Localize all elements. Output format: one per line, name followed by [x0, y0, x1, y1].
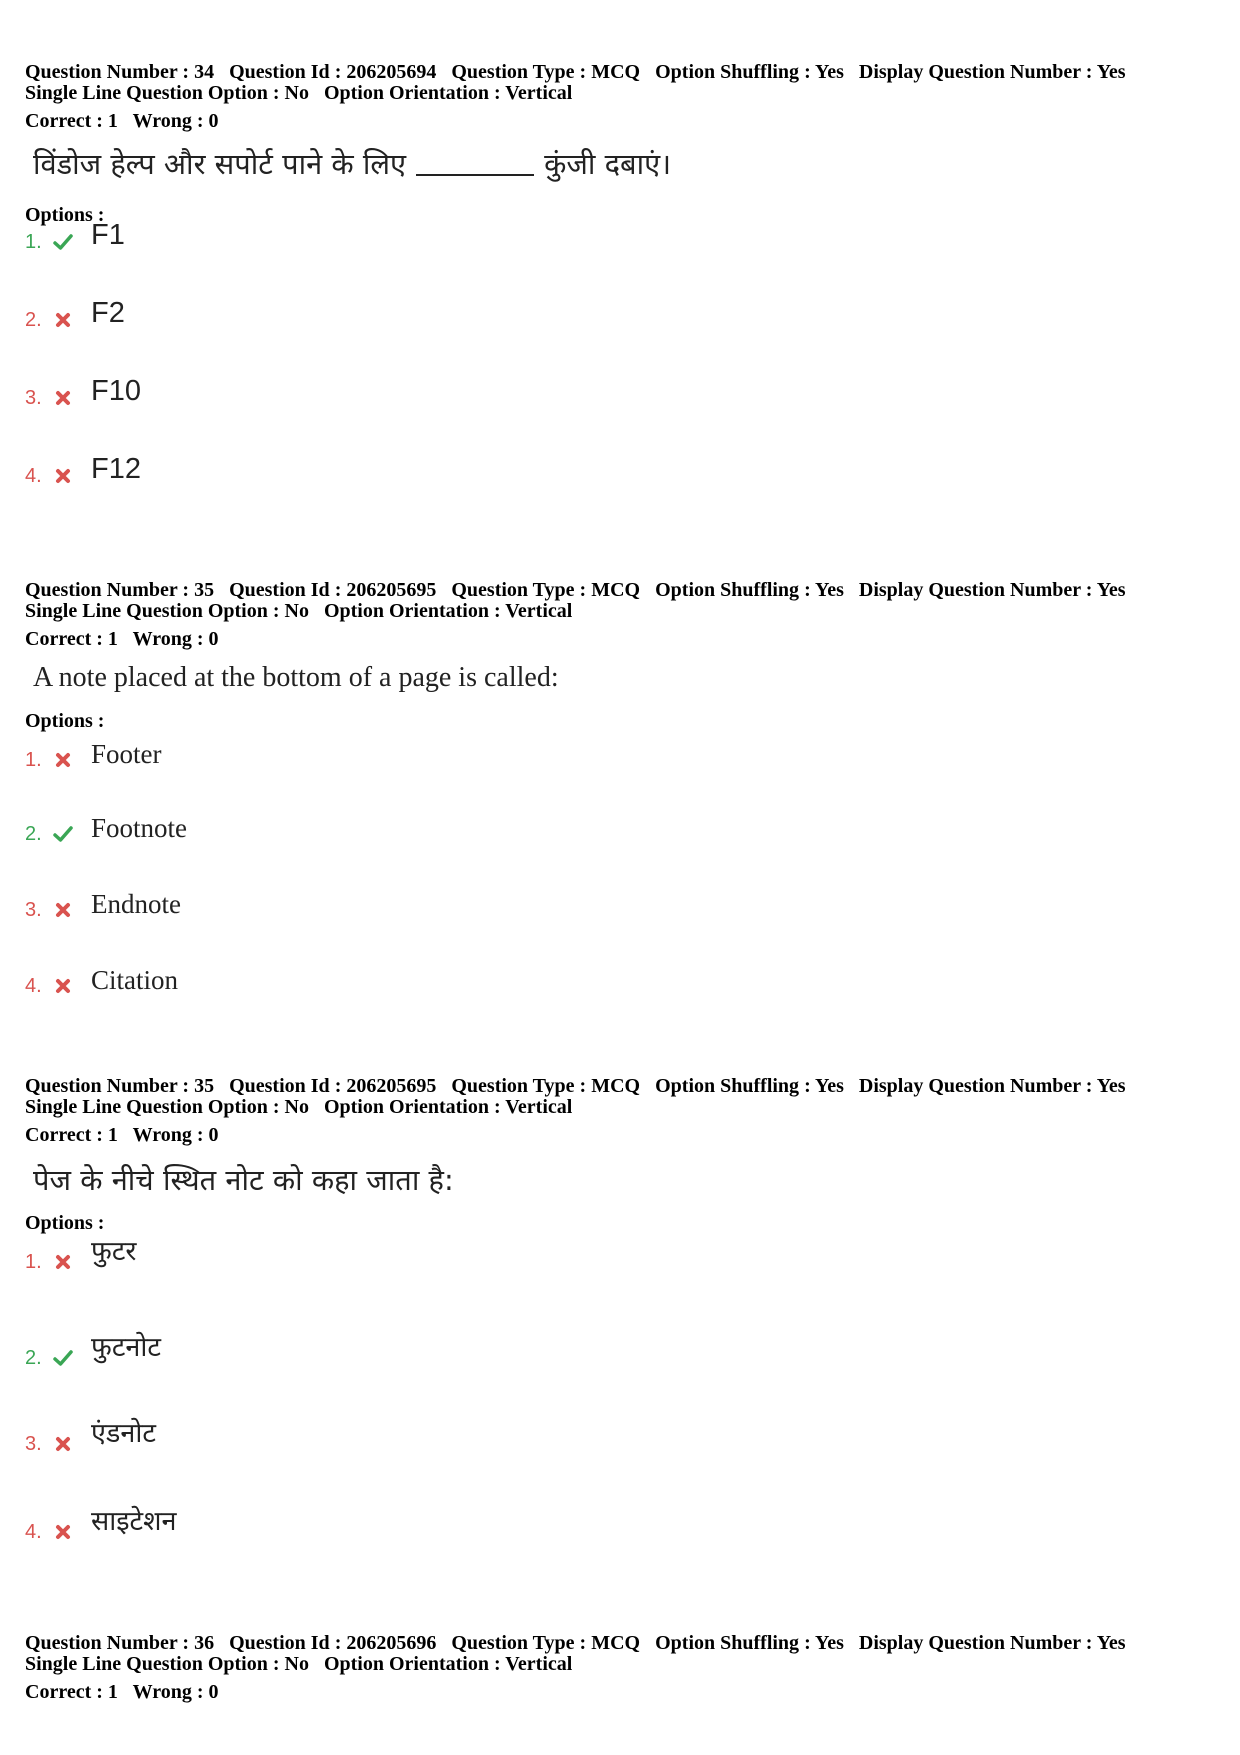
question-meta-line-2: Single Line Question Option : No Option Orientation : Vertical — [25, 600, 573, 622]
option-text: Citation — [91, 965, 178, 995]
option-1 — [25, 214, 625, 254]
check-icon — [53, 232, 73, 252]
question-score: Correct : 1 Wrong : 0 — [25, 1124, 219, 1146]
option-number: 3. — [25, 899, 42, 921]
option-number: 1. — [25, 231, 42, 253]
option-number: 1. — [25, 749, 42, 771]
cross-icon — [53, 1522, 73, 1542]
cross-icon — [53, 466, 73, 486]
option-number: 4. — [25, 1521, 42, 1543]
option-number: 3. — [25, 1433, 42, 1455]
option-text: एंडनोट — [91, 1418, 156, 1449]
option-text: F2 — [91, 297, 125, 329]
check-icon — [53, 1348, 73, 1368]
cross-icon — [53, 900, 73, 920]
options-label: Options : — [25, 1212, 105, 1234]
option-3 — [25, 370, 625, 410]
option-text: Endnote — [91, 889, 181, 919]
cross-icon — [53, 1434, 73, 1454]
option-number: 4. — [25, 465, 42, 487]
question-meta-line-1: Question Number : 35 Question Id : 206205695 Question Type : MCQ Option Shuffling : Yes Display Question Number : Yes — [25, 579, 1126, 601]
option-text: Footnote — [91, 813, 188, 843]
option-number: 2. — [25, 1347, 42, 1369]
question-meta-line-2: Single Line Question Option : No Option Orientation : Vertical — [25, 1653, 573, 1675]
question-meta-line-1: Question Number : 36 Question Id : 206205696 Question Type : MCQ Option Shuffling : Yes Display Question Number : Yes — [25, 1632, 1126, 1654]
option-3 — [25, 882, 625, 922]
question-meta-line-1: Question Number : 35 Question Id : 206205695 Question Type : MCQ Option Shuffling : Yes Display Question Number : Yes — [25, 1075, 1126, 1097]
option-text: साइटेशन — [91, 1506, 177, 1537]
option-number: 2. — [25, 309, 42, 331]
option-4 — [25, 448, 625, 488]
option-4 — [25, 1504, 625, 1544]
question-block-35-hindi — [25, 1075, 1220, 1543]
option-text: फुटनोट — [91, 1332, 162, 1363]
option-number: 3. — [25, 387, 42, 409]
question-meta-line-1: Question Number : 34 Question Id : 206205694 Question Type : MCQ Option Shuffling : Yes Display Question Number : Yes — [25, 61, 1126, 83]
option-2 — [25, 1330, 625, 1370]
option-1 — [25, 1234, 625, 1274]
question-meta-line-2: Single Line Question Option : No Option Orientation : Vertical — [25, 82, 573, 104]
question-score: Correct : 1 Wrong : 0 — [25, 1681, 219, 1703]
cross-icon — [53, 388, 73, 408]
option-1 — [25, 732, 625, 772]
question-block-36 — [25, 1633, 1220, 1703]
check-icon — [53, 824, 73, 844]
option-number: 2. — [25, 823, 42, 845]
option-4 — [25, 958, 625, 998]
question-text: विंडोज हेल्प और सपोर्ट पाने के लिए कुंजी दबाएं। — [33, 147, 672, 181]
question-score: Correct : 1 Wrong : 0 — [25, 628, 219, 650]
option-3 — [25, 1416, 625, 1456]
option-2 — [25, 292, 625, 332]
option-2 — [25, 806, 625, 846]
cross-icon — [53, 310, 73, 330]
question-meta-line-2: Single Line Question Option : No Option Orientation : Vertical — [25, 1096, 573, 1118]
option-text: फुटर — [91, 1236, 137, 1267]
question-text: A note placed at the bottom of a page is called: — [33, 662, 559, 693]
question-text: पेज के नीचे स्थित नोट को कहा जाता है: — [33, 1163, 454, 1197]
answer-blank — [416, 174, 534, 176]
option-text: F1 — [91, 219, 125, 251]
option-number: 1. — [25, 1251, 42, 1273]
option-text: F12 — [91, 453, 141, 485]
options-label: Options : — [25, 204, 105, 226]
question-score: Correct : 1 Wrong : 0 — [25, 110, 219, 132]
cross-icon — [53, 976, 73, 996]
option-number: 4. — [25, 975, 42, 997]
cross-icon — [53, 1252, 73, 1272]
option-text: F10 — [91, 375, 141, 407]
question-block-34 — [25, 61, 1220, 487]
option-text: Footer — [91, 739, 162, 769]
options-label: Options : — [25, 710, 105, 732]
question-block-35-english — [25, 579, 1220, 997]
cross-icon — [53, 750, 73, 770]
